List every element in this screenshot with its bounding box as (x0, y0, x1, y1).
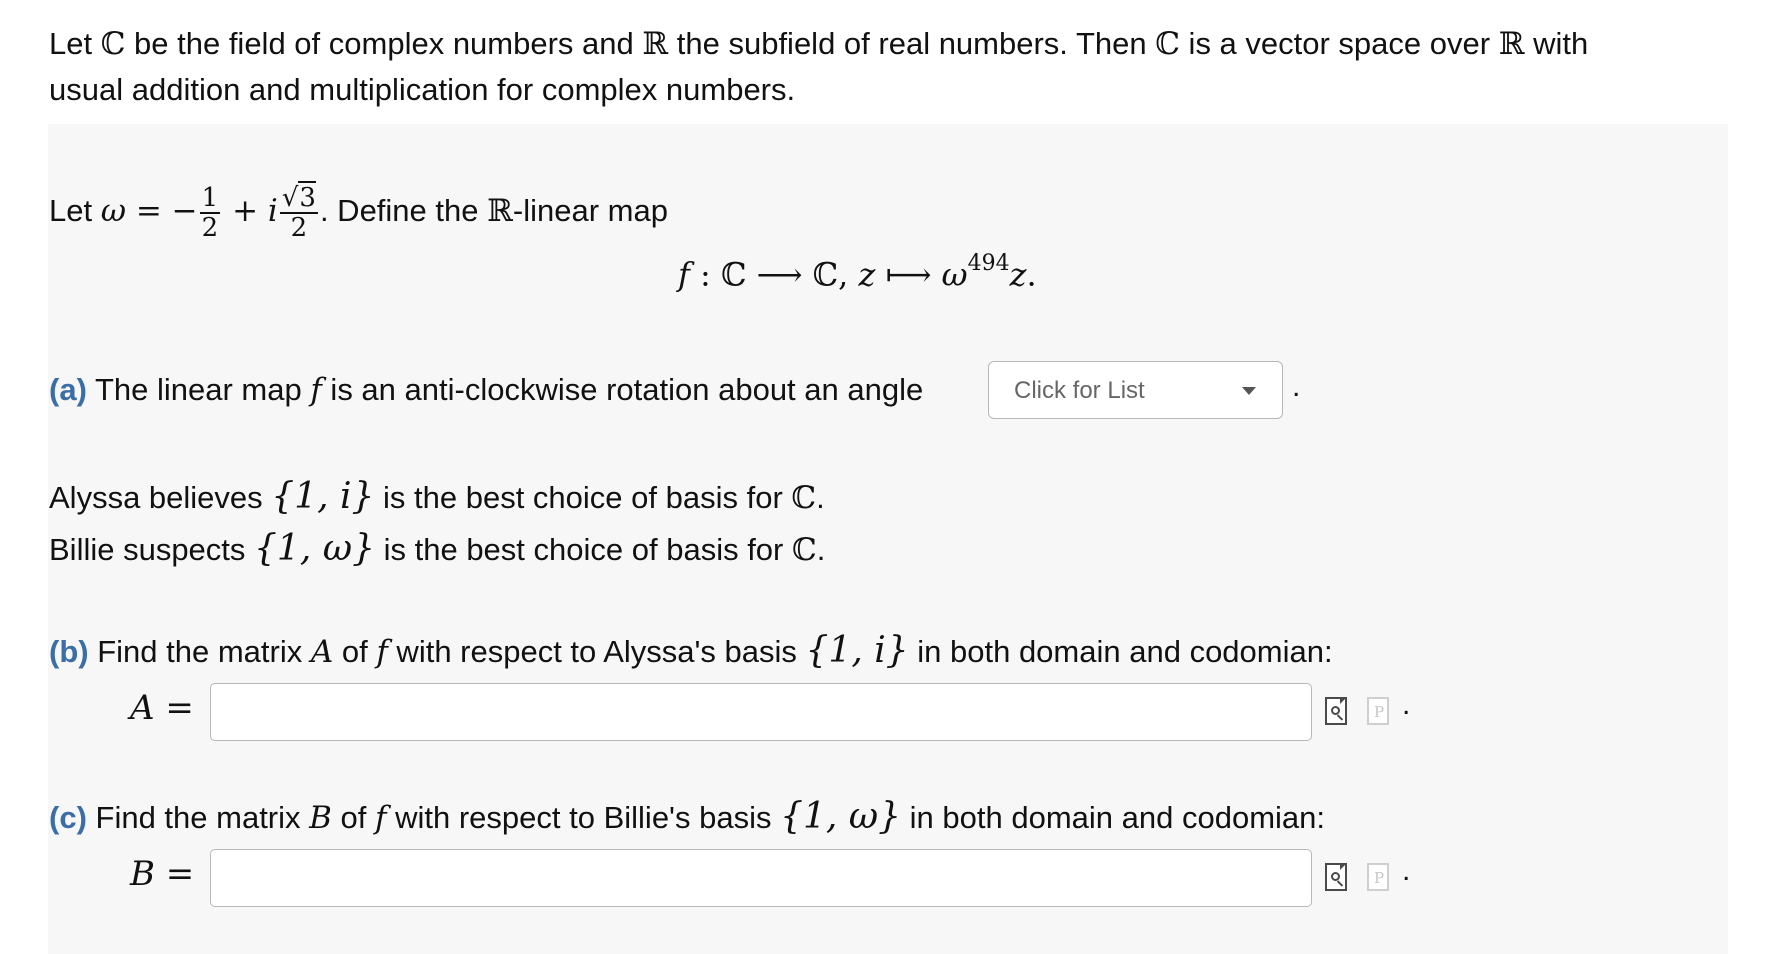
fraction-sqrt3-half: $\frac{√3}{2}$ (281, 182, 316, 243)
intro-line-2: usual addition and multiplication for complex numbers. (49, 72, 796, 107)
chevron-down-icon (1242, 387, 1256, 395)
matrix-b-label: B = (130, 854, 195, 894)
matrix-a-input[interactable] (210, 683, 1312, 741)
matrix-b-input[interactable] (210, 849, 1312, 907)
part-b-question: (b) Find the matrix A of f with respect to Alyssa's basis {1, i} in both domain and codomian: (49, 630, 1333, 671)
part-c-trailing-period: . (1402, 854, 1411, 887)
billie-basis-statement: Billie suspects {1, ω} is the best choice of basis for ℂ. (49, 528, 826, 569)
omega-definition: Let ω = − $\frac{1}{2}$ + i $\frac{√3}{2}$ . Define the ℝ-linear map (49, 182, 668, 243)
format-help-icon[interactable]: P (1367, 697, 1389, 725)
part-c-question: (c) Find the matrix B of f with respect to Billie's basis {1, ω} in both domain and codomian: (49, 796, 1325, 837)
angle-dropdown[interactable] (988, 361, 1283, 419)
alyssa-basis-statement: Alyssa believes {1, i} is the best choice of basis for ℂ. (49, 476, 825, 517)
part-a-trailing-period: . (1292, 370, 1301, 403)
matrix-a-label: A = (130, 688, 194, 728)
fraction-one-half: $\frac{1}{2}$ (201, 182, 219, 243)
intro-line-1: Let ℂ be the field of complex numbers and ℝ the subfield of real numbers. Then ℂ is a vector space over ℝ with (49, 26, 1589, 62)
map-definition-equation: f : ℂ ⟶ ℂ, z ⟼ $\omega^{494}z$. (678, 251, 1037, 294)
angle-dropdown-placeholder: Click for List (1014, 377, 1145, 404)
format-help-icon[interactable]: P (1367, 863, 1389, 891)
preview-icon[interactable] (1325, 697, 1347, 725)
preview-icon[interactable] (1325, 863, 1347, 891)
part-a-question: (a) The linear map f is an anti-clockwise rotation about an angle (49, 372, 924, 408)
part-b-trailing-period: . (1402, 688, 1411, 721)
